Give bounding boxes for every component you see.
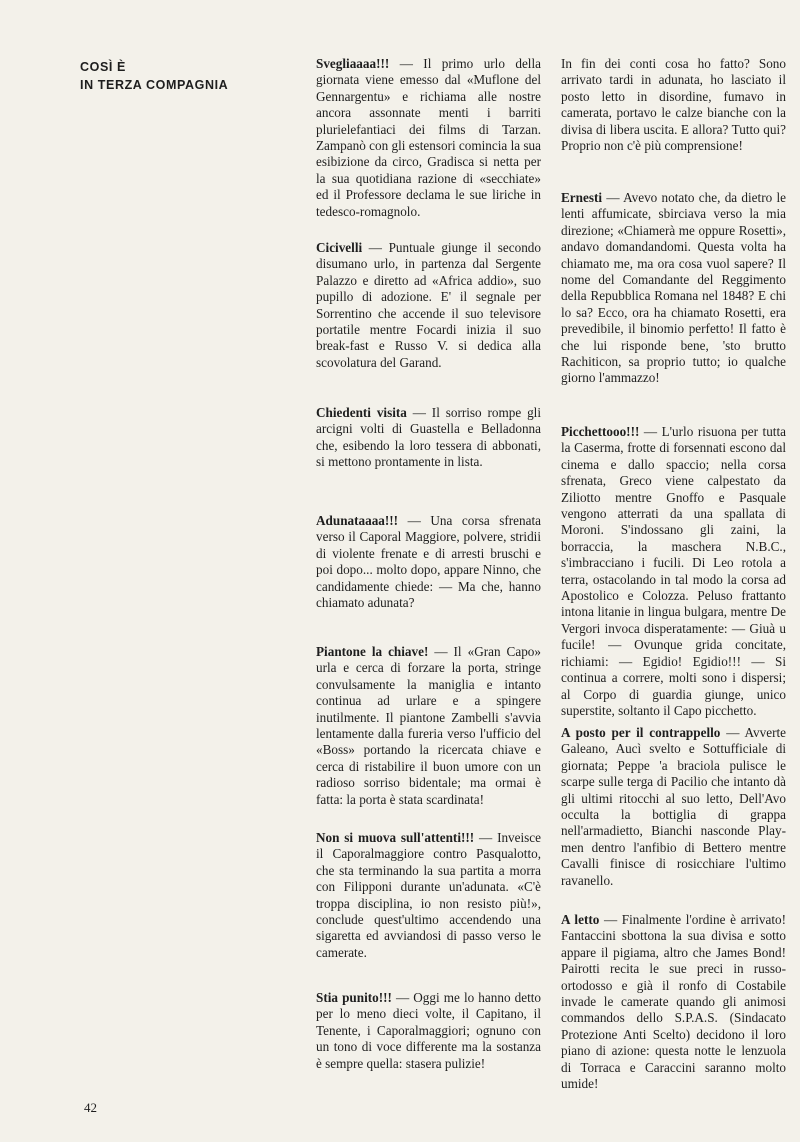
paragraph-text: — Finalmente l'ordine è arrivato! Fantaccini sbottona la sua divisa e sotto appare il pigiama, altro che James Bond! Pairotti recita le sue preci in russo-ortodosso e già il ronfo di Costabile invade le camerate quando gli animosi commandos dello S.P.A.S. (Sindacato Protezione Anti Scelto) decidono il loro piano di azione: questa notte le lenzuola di Torraca e Caraccini saranno molto umide! (561, 912, 786, 1092)
paragraph-title: A letto (561, 912, 600, 927)
paragraph-adunataaaa (316, 513, 541, 611)
heading-line-1: COSÌ È (80, 60, 126, 74)
paragraph-piantone (316, 644, 541, 808)
paragraph-text: — Una corsa sfrenata verso il Caporal Maggiore, polvere, stridii di violente frenate e di arresti bruschi e poi dopo... molto dopo, appare Ninno, che candidamente chiede: — Ma che, hanno chiamato adunata? (316, 513, 541, 611)
paragraph-text: — Avevo notato che, da dietro le lenti affumicate, sbirciava verso la mia direzione; «Chiamerà me oppure Rosetti», andavo domandandomi. Questa volta ha chiamato me, ma ora cosa vuol sapere? Il nome del Comandante del Reggimento della Repubblica Romana nel 1848? E chi lo sa? Ecco, ora ha chiamato Rosetti, era prevedibile, il binomio perfetto! Il fatto è che lui risponde bene, 'sto brutto Rachiticon, sa proprio tutto; io qualche giorno l'ammazzo! (561, 190, 786, 386)
paragraph-picchettooo (561, 424, 786, 719)
paragraph-text: — Il primo urlo della giornata viene emesso dal «Muflone del Gennargentu» e richiama alle nostre ancora assonnate menti i barriti plurielefantiaci dei films di Tarzan. Zampanò con gli estensori comincia la sua esibizione da circo, Gradisca si netta per la sua quotidiana razione di «secchiate» ed il Professore declama le sue liriche in tedesco-romagnolo. (316, 56, 541, 219)
paragraph-non-si-muova (316, 830, 541, 961)
paragraph-title: Non si muova sull'attenti!!! (316, 830, 475, 845)
paragraph-text: — Il «Gran Capo» urla e cerca di forzare la porta, stringe convulsamente la maniglia e intanto continua ad urlare e a spingere inutilmente. Il piantone Zambelli s'avvia lentamente dalla fureria verso l'ufficio del «Boss» portando la ricercata chiave e cerca di ristabilire il buon umore con un radioso sorriso bidentale; ma ormai è fatta: la porta è stata scardinata! (316, 644, 541, 807)
paragraph-svegliaaaa (316, 56, 541, 220)
paragraph-title: A posto per il contrappello (561, 725, 721, 740)
paragraph-text: In fin dei conti cosa ho fatto? Sono arrivato tardi in adunata, ho lasciato il posto letto in disordine, fumavo in camerata, portavo le calze bianche con la divisa di libera uscita. E allora? Tutto qui? Proprio non c'è più comprensione! (561, 56, 786, 154)
paragraph-text: — Oggi me lo hanno detto per lo meno dieci volte, il Capitano, il Tenente, i Caporalmaggiori; ognuno con un tono di voce differente ma la sostanza è sempre quella: stasera pulizie! (316, 990, 541, 1071)
paragraph-title: Picchettooo!!! (561, 424, 640, 439)
paragraph-text: — L'urlo risuona per tutta la Caserma, frotte di forsennati escono dal cinema e dallo spaccio; nella corsa sfrenata, Greco viene calpestato da Ziliotto mentre Gnoffo e Pasquale vengono atterrati da una spallata di Moroni. S'indossano gli zaini, la borraccia, la maschera N.B.C., s'imbracciano i fucili. Di Leo rotola a terra, ostacolando in tal modo la corsa ad Apostolico e Colozza. Peluso frattanto intona litanie in lingua bulgara, mentre De Vergori invoca disperatamente: — Giuà u fucile! — Ovunque grida concitate, richiami: — Egidio! Egidio!!! — Si continua a correre, molti sono i dispersi; al Corpo di guardia giunge, unico superstite, soltanto il Capo picchetto. (561, 424, 786, 718)
paragraph-text: — Il sorriso rompe gli arcigni volti di Guastella e Belladonna che, esibendo la loro tessera di abbonati, si mettono prontamente in lista. (316, 405, 541, 470)
paragraph-title: Cicivelli (316, 240, 363, 255)
paragraph-title: Adunataaaa!!! (316, 513, 399, 528)
paragraph-contrappello (561, 725, 786, 889)
paragraph-text: — Inveisce il Caporalmaggiore contro Pasqualotto, che sta terminando la sua partita a morra con Filipponi durante un'adunata. «C'è troppa disciplina, io non resisto più!», conclude quest'ultimo accendendo una sigaretta ed avviandosi di passo verso le camerate. (316, 830, 542, 960)
paragraph-stia-punito (316, 990, 541, 1072)
paragraph-text: — Avverte Galeano, Aucì svelto e Sottufficiale di giornata; Peppe 'a braciola pulisce le scarpe sulle terga di Pacilio che intanto dà gli ultimi ritocchi al suo letto, Dell'Avo occulta la bottiglia di grappa nell'armadietto, Bianchi nasconde Play-men dentro l'anfibio di Bettero mentre Cavalli finisce di rosicchiare l'ultimo ravanello. (561, 725, 786, 888)
paragraph-in-fin-dei-conti (561, 56, 786, 154)
paragraph-text: — Puntuale giunge il secondo disumano urlo, in partenza dal Sergente Palazzo e diretto ad «Africa addio», suo pupillo di adozione. E' il segnale per Sorrentino che accende il suo televisore portatile mentre Focardi inizia il suo break-fast e Russo V. si dedica alla scovolatura del Garand. (316, 240, 541, 370)
section-heading (80, 58, 228, 94)
page-number: 42 (84, 1100, 97, 1115)
paragraph-title: Chiedenti visita (316, 405, 407, 420)
paragraph-cicivelli (316, 240, 541, 371)
paragraph-chiedenti-visita (316, 405, 541, 471)
heading-line-2: IN TERZA COMPAGNIA (80, 78, 229, 92)
paragraph-title: Ernesti (561, 190, 603, 205)
paragraph-a-letto (561, 912, 786, 1092)
paragraph-ernesti (561, 190, 786, 387)
paragraph-title: Stia punito!!! (316, 990, 392, 1005)
paragraph-title: Svegliaaaa!!! (316, 56, 390, 71)
paragraph-title: Piantone la chiave! (316, 644, 429, 659)
